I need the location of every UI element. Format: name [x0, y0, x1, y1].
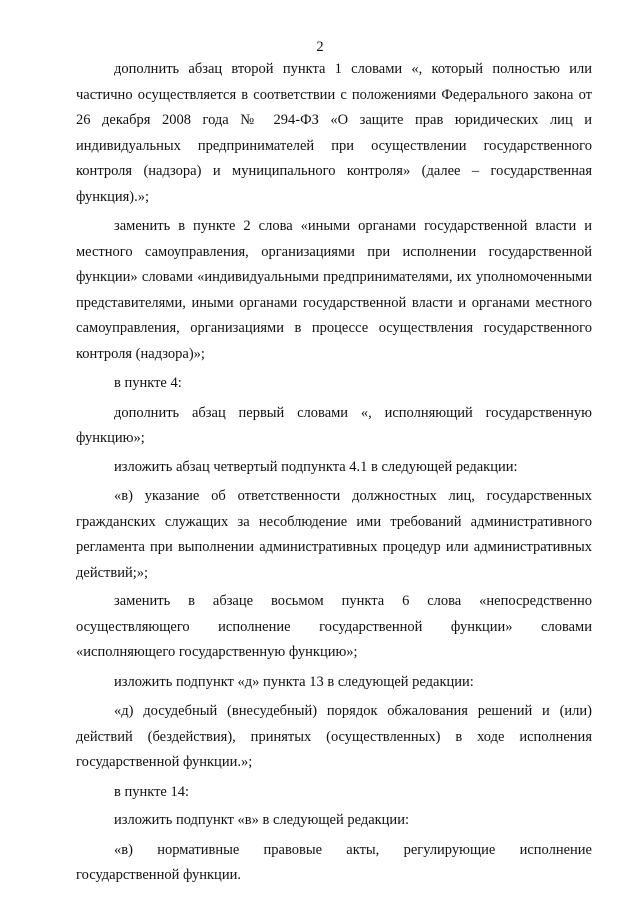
paragraph-restate-subclause-14-v: изложить подпункт «в» в следующей редакции:: [114, 812, 409, 828]
paragraph-amend-clause-1: дополнить абзац второй пункта 1 словами «, который полностью или частично осуществляется в соответствии с положениями Федерального закона от 26 декабря 2008 года № 294-ФЗ «О защите прав юридических лиц и индивидуальных предпринимателей при осуществлении государственного контроля (надзора) и муниципального контроля» (далее – государственная функция).»;: [76, 61, 592, 205]
paragraph-clause-14-heading: в пункте 14:: [114, 783, 190, 800]
paragraph-replace-clause-6: заменить в абзаце восьмом пункта 6 слова «непосредственно осуществляющего исполнение государственной функции» словами «исполняющего государственную функцию»;: [76, 593, 592, 660]
paragraph-restate-subclause-4-1: изложить абзац четвертый подпункта 4.1 в следующей редакции:: [114, 458, 518, 475]
paragraph-item-v-regulations: «в) нормативные правовые акты, регулирующие исполнение государственной функции.: [76, 841, 592, 883]
paragraph-restate-subclause-13-d: изложить подпункт «д» пункта 13 в следующей редакции:: [114, 673, 474, 690]
paragraph-item-v-responsibility: «в) указание об ответственности должностных лиц, государственных гражданских служащих за несоблюдение ими требований административного регламента при выполнении административных процедур или административных действий;»;: [76, 488, 592, 581]
paragraph-item-d-appeal: «д) досудебный (внесудебный) порядок обжалования решений и (или) действий (бездействия), принятых (осуществленных) в ходе исполнения государственной функции.»;: [76, 703, 592, 770]
paragraph-clause-4-heading: в пункте 4:: [114, 375, 182, 391]
paragraph-amend-clause-4-first: дополнить абзац первый словами «, исполняющий государственную функцию»;: [76, 404, 592, 446]
paragraph-replace-clause-2: заменить в пункте 2 слова «иными органами государственной власти и местного самоуправления, организациями при исполнении государственной функции» словами «индивидуальными предпринимателями, их уполномоченными представителями, иными органами государственной власти и органами местного самоуправления, организациями в процессе осуществления государственного контроля (надзора)»;: [76, 218, 592, 362]
document-body: [76, 57, 592, 889]
page-number: 2: [316, 39, 324, 55]
